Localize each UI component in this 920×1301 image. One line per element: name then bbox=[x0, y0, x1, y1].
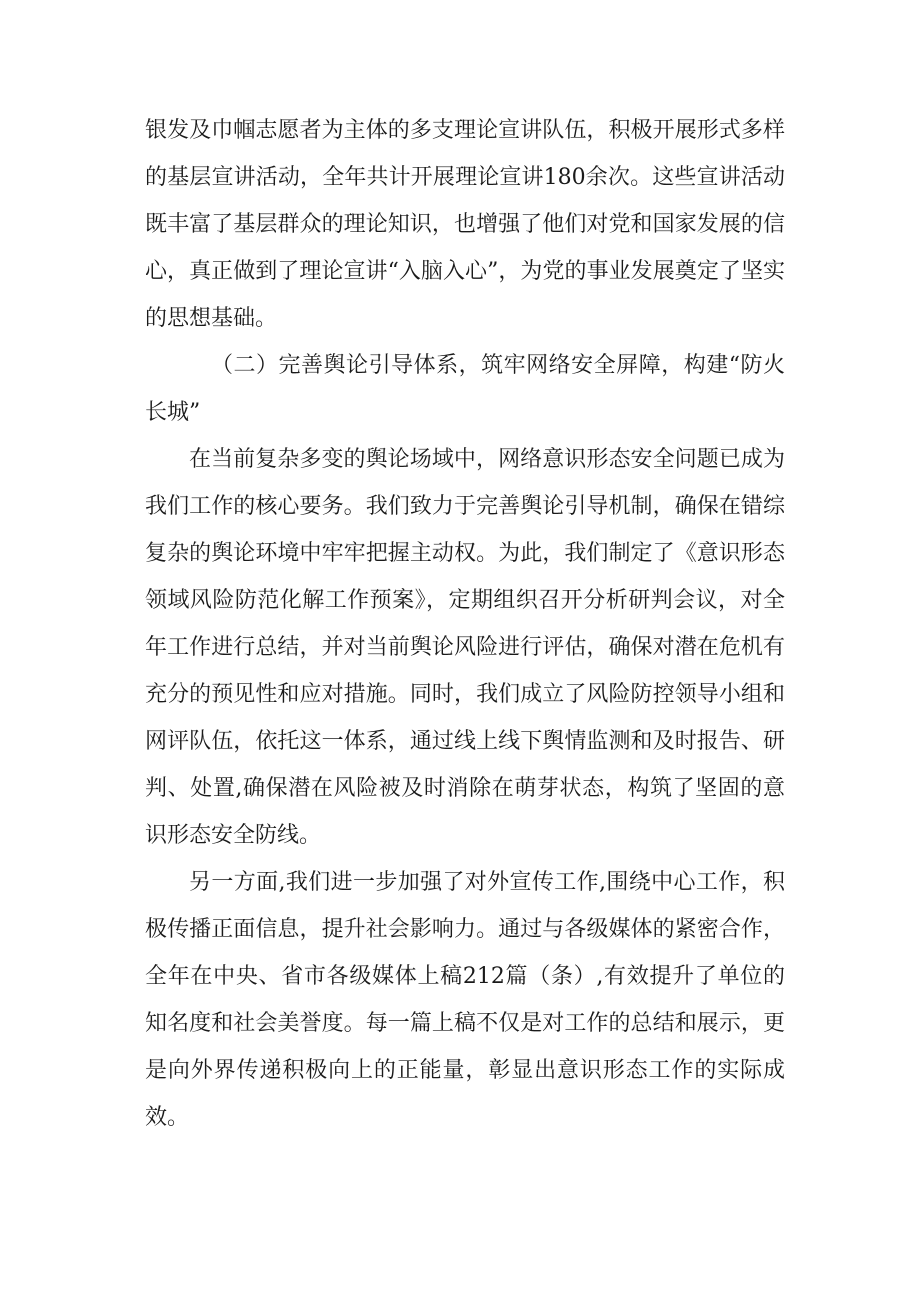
document-body bbox=[145, 107, 785, 1141]
section-heading: （二）完善舆论引导体系，筑牢网络安全屏障，构建“防火长城” bbox=[145, 353, 785, 425]
paragraph-continuation: 银发及巾帼志愿者为主体的多支理论宣讲队伍，积极开展形式多样的基层宣讲活动，全年共计开展理论宣讲180余次。这些宣讲活动既丰富了基层群众的理论知识，也增强了他们对党和国家发展的信心，真正做到了理论宣讲“入脑入心”，为党的事业发展奠定了坚实的思想基础。 bbox=[145, 118, 785, 331]
paragraph-external-publicity: 另一方面,我们进一步加强了对外宣传工作,围绕中心工作，积极传播正面信息，提升社会影响力。通过与各级媒体的紧密合作，全年在中央、省市各级媒体上稿212篇（条）,有效提升了单位的知名度和社会美誉度。每一篇上稿不仅是对工作的总结和展示，更是向外界传递积极向上的正能量，彰显出意识形态工作的实际成效。 bbox=[145, 870, 785, 1130]
paragraph-opinion-guidance: 在当前复杂多变的舆论场域中，网络意识形态安全问题已成为我们工作的核心要务。我们致力于完善舆论引导机制，确保在错综复杂的舆论环境中牢牢把握主动权。为此，我们制定了《意识形态领域风险防范化解工作预案》，定期组织召开分析研判会议，对全年工作进行总结，并对当前舆论风险进行评估，确保对潜在危机有充分的预见性和应对措施。同时，我们成立了风险防控领导小组和网评队伍，依托这一体系，通过线上线下舆情监测和及时报告、研判、处置,确保潜在风险被及时消除在萌芽状态，构筑了坚固的意识形态安全防线。 bbox=[145, 447, 785, 848]
